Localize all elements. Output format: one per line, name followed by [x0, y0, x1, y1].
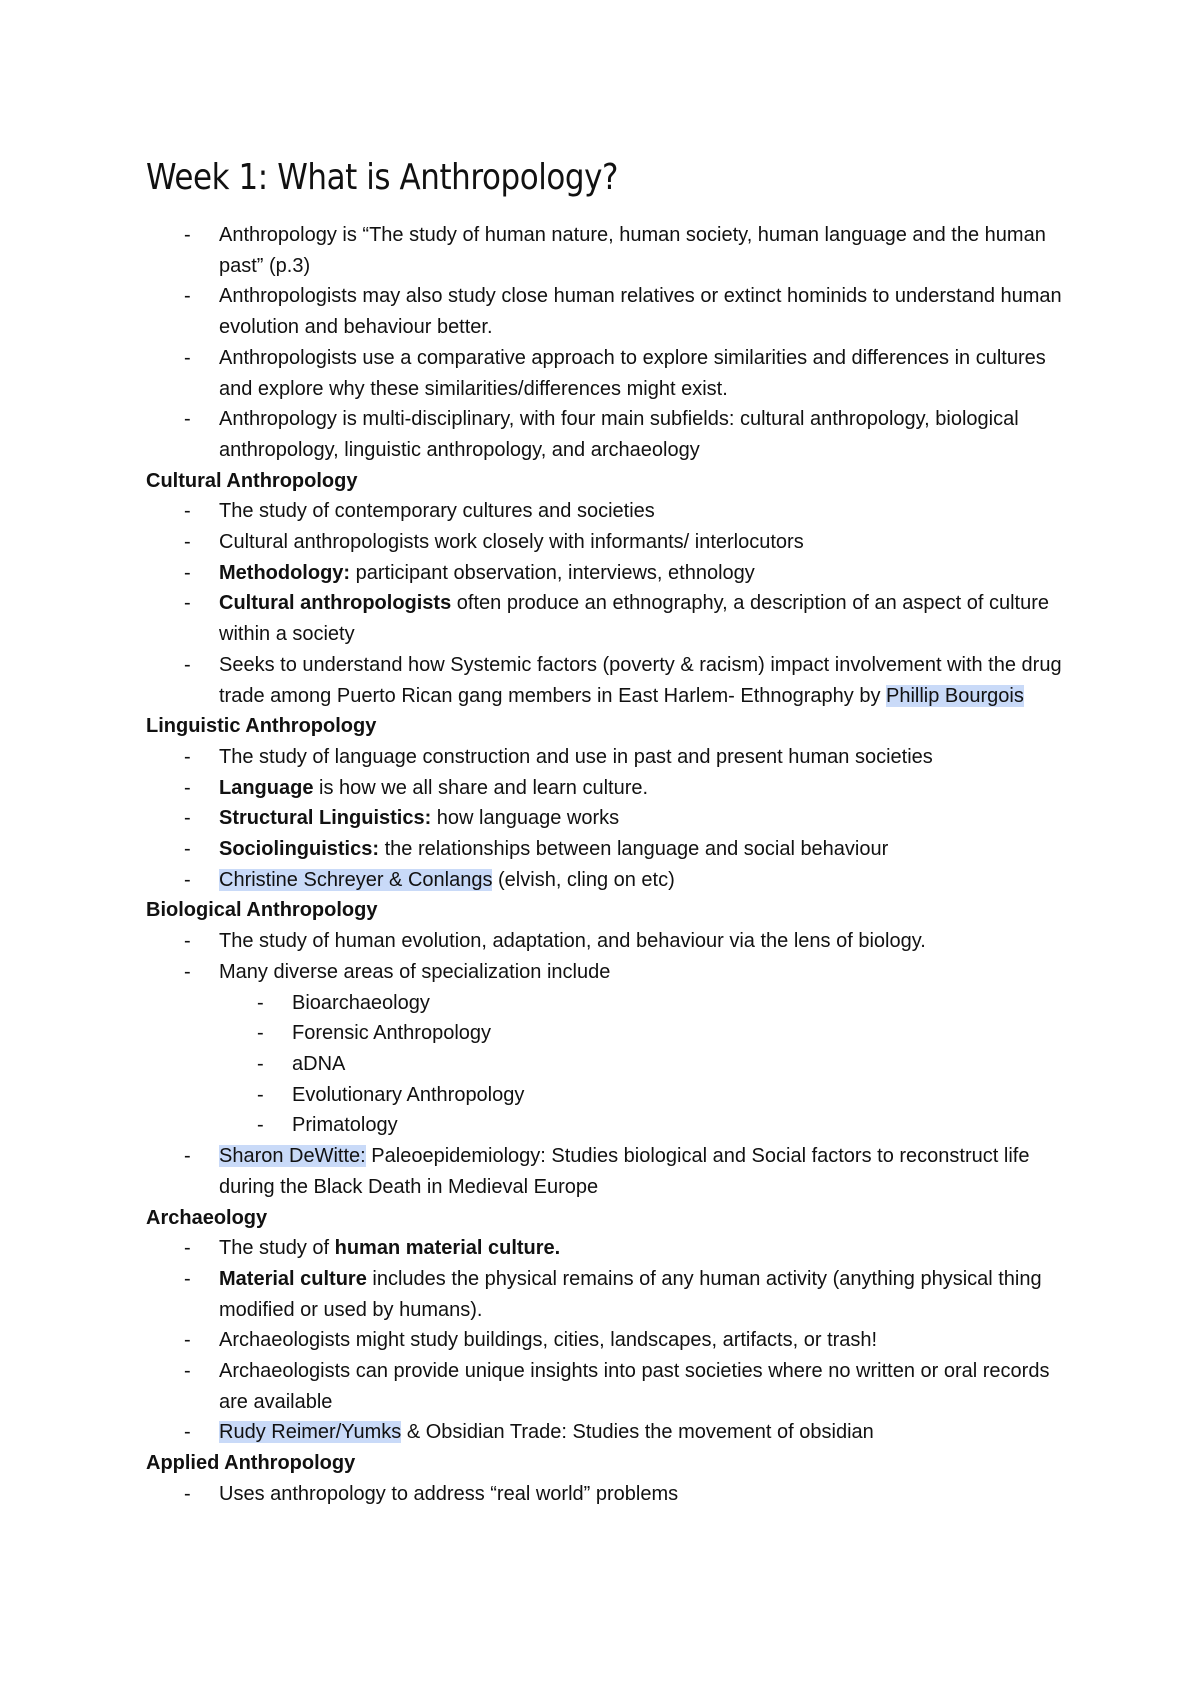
intro-list [146, 220, 1080, 466]
list-item [146, 865, 1080, 896]
list-item [146, 803, 1080, 834]
list-item [146, 588, 1080, 649]
linguistic-list [146, 742, 1080, 896]
bold-term: human material culture. [334, 1237, 561, 1260]
bold-term: Sociolinguistics: [219, 838, 380, 861]
list-item: - Anthropologists may also study close human relatives or extinct hominids to understand human evolution and behaviour better. [146, 281, 1080, 342]
section-heading-applied: Applied Anthropology [146, 1452, 356, 1475]
list-item: - Anthropology is “The study of human nature, human society, human language and the human past” (p.3) [146, 220, 1080, 281]
item-text: is how we all share and learn culture. [313, 776, 649, 799]
bold-term: Methodology: [219, 561, 351, 584]
list-item [146, 650, 1080, 711]
bold-term: Structural Linguistics: [219, 807, 432, 830]
sub-list-item: - Bioarchaeology [146, 988, 1080, 1019]
item-text: how language works [431, 807, 620, 830]
bold-term: Language [219, 776, 314, 799]
biological-list [146, 926, 1080, 1202]
item-text: Seeks to understand how Systemic factors (poverty & racism) impact involvement with the drug trade among Puerto Rican gang members in East Harlem- Ethnography by [219, 653, 1062, 707]
section-heading-linguistic: Linguistic Anthropology [146, 715, 377, 738]
sub-list-item: - Primatology [146, 1110, 1080, 1141]
bold-term: Cultural anthropologists [219, 592, 452, 615]
list-item [146, 1141, 1080, 1202]
section-heading-biological: Biological Anthropology [146, 899, 378, 922]
item-text: the relationships between language and social behaviour [379, 838, 889, 861]
item-text: includes the physical remains of any human activity (anything physical thing modified or used by humans). [219, 1267, 1042, 1321]
list-item: - Archaeologists can provide unique insights into past societies where no written or oral records are available [146, 1356, 1080, 1417]
item-text: & Obsidian Trade: Studies the movement of obsidian [401, 1421, 874, 1444]
highlighted-name: Sharon DeWitte: [219, 1145, 366, 1168]
list-item [146, 773, 1080, 804]
section-heading-cultural: Cultural Anthropology [146, 469, 358, 492]
sub-list-item: - Evolutionary Anthropology [146, 1080, 1080, 1111]
highlighted-name: Christine Schreyer & Conlangs [219, 868, 493, 891]
list-item: - Archaeologists might study buildings, cities, landscapes, artifacts, or trash! [146, 1325, 1080, 1356]
highlighted-name: Phillip Bourgois [886, 684, 1024, 707]
item-text: participant observation, interviews, ethnology [350, 561, 755, 584]
item-text: The study of [219, 1237, 335, 1260]
list-item: - The study of contemporary cultures and societies [146, 496, 1080, 527]
cultural-list [146, 496, 1080, 711]
list-item: - The study of language construction and use in past and present human societies [146, 742, 1080, 773]
list-item [146, 1417, 1080, 1448]
section-heading-archaeology: Archaeology [146, 1206, 268, 1229]
item-text: often produce an ethnography, a description of an aspect of culture within a society [219, 592, 1050, 646]
highlighted-name: Rudy Reimer/Yumks [219, 1421, 402, 1444]
list-item [146, 558, 1080, 589]
item-text: Paleoepidemiology: Studies biological and Social factors to reconstruct life during the Black Death in Medieval Europe [219, 1145, 1030, 1198]
list-item: - Anthropology is multi-disciplinary, with four main subfields: cultural anthropology, biological anthropology, linguistic anthropology, and archaeology [146, 404, 1080, 465]
list-item: - Many diverse areas of specialization include [146, 957, 1080, 988]
list-item [146, 834, 1080, 865]
list-item: - Cultural anthropologists work closely with informants/ interlocutors [146, 527, 1080, 558]
list-item: - Anthropologists use a comparative approach to explore similarities and differences in cultures and explore why these similarities/differences might exist. [146, 343, 1080, 404]
archaeology-list [146, 1233, 1080, 1448]
sub-list-item: - aDNA [146, 1049, 1080, 1080]
page-title: Week 1: What is Anthropology? [146, 157, 619, 198]
item-text: (elvish, cling on etc) [492, 868, 675, 891]
sub-list-item: - Forensic Anthropology [146, 1018, 1080, 1049]
list-item: - The study of human evolution, adaptation, and behaviour via the lens of biology. [146, 926, 1080, 957]
bold-term: Material culture [219, 1267, 367, 1290]
list-item: - Uses anthropology to address “real world” problems [146, 1479, 1080, 1510]
list-item [146, 1233, 1080, 1264]
applied-list [146, 1479, 1080, 1510]
list-item [146, 1264, 1080, 1325]
